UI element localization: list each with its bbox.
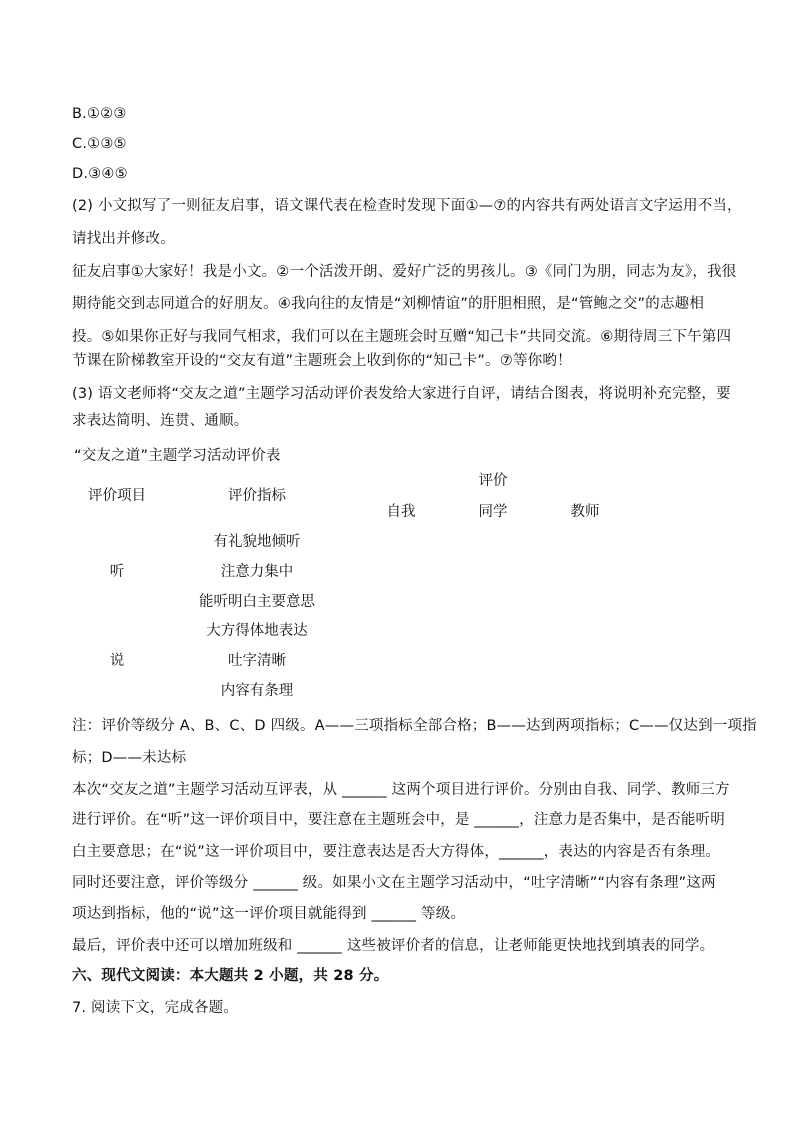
table-header-self: 自我 [386,504,416,520]
table-indicator: 有礼貌地倾听 [213,534,301,550]
notice-line2: 期待能交到志同道合的好朋友。④我向往的友情是“刘柳情谊”的肝胆相照，是“管鲍之交”的志趣相 [72,296,705,312]
q3-prompt-line1: (3) 语文老师将“交友之道”主题学习活动评价表发给大家进行自评，请结合图表，将说明补充完整，要 [72,386,731,402]
notice-line4: 节课在阶梯教室开设的“交友有道”主题班会上收到你的“知己卡”。⑦等你哟！ [72,353,572,369]
option-c: C.①③⑤ [72,136,127,152]
note-line1: 注：评价等级分 A、B、C、D 四级。A——三项指标全部合格；B——达到两项指标；C——仅达到一项指 [72,718,757,734]
q3-prompt-line2: 求表达简明、连贯、通顺。 [72,413,249,429]
table-indicator: 内容有条理 [220,683,294,699]
table-header-indicator: 评价指标 [228,488,286,504]
notice-line3: 投。⑤如果你正好与我同气相求，我们可以在主题班会时互赠“知己卡”共同交流。⑥期待周三下午第四 [72,329,732,345]
fill-line6: 最后，评价表中还可以增加班级和 ______ 这些被评价者的信息，让老师能更快地找到填表的同学。 [72,938,715,954]
table-title: “交友之道”主题学习活动评价表 [74,448,281,464]
table-indicator: 大方得体地表达 [206,623,308,639]
fill-line5: 项达到指标，他的“说”这一评价项目就能得到 ______ 等级。 [72,906,466,922]
option-b: B.①②③ [72,106,127,122]
table-item-listen: 听 [109,564,125,580]
table-header-eval: 评价 [478,473,508,489]
fill-line4: 同时还要注意，评价等级分 ______ 级。如果小文在主题学习活动中，“吐字清晰”“内容有条理”这两 [72,875,716,891]
fill-line3: 白主要意思；在“说”这一评价项目中，要注意表达是否大方得体，______，表达的内容是否有条理。 [72,844,721,860]
table-indicator: 注意力集中 [220,564,294,580]
table-header-item: 评价项目 [88,488,146,504]
q2-prompt-line2: 请找出并修改。 [72,231,175,247]
table-indicator: 能听明白主要意思 [199,594,315,610]
fill-line1: 本次“交友之道”主题学习活动互评表，从 ______ 这两个项目进行评价。分别由自我、同学、教师三方 [72,782,730,798]
fill-line2: 进行评价。在“听”这一评价项目中，要注意在主题班会中，是 ______，注意力是否集中，是否能听明 [72,812,725,828]
note-line2: 标；D——未达标 [72,750,187,766]
q2-prompt-line1: (2) 小文拟写了一则征友启事，语文课代表在检查时发现下面①—⑦的内容共有两处语言文字运用不当， [72,198,742,214]
table-item-speak: 说 [109,653,125,669]
table-header-teacher: 教师 [570,504,600,520]
table-header-peer: 同学 [478,504,508,520]
option-d: D.③④⑤ [72,166,128,182]
notice-line1: 征友启事①大家好！我是小文。②一个活泼开朗、爱好广泛的男孩儿。③《同门为朋，同志为友》，我很 [72,264,737,280]
table-indicator: 吐字清晰 [228,653,286,669]
question-7: 7. 阅读下文，完成各题。 [72,1000,239,1016]
section-heading: 六、现代文阅读：本大题共 2 小题，共 28 分。 [72,968,389,984]
